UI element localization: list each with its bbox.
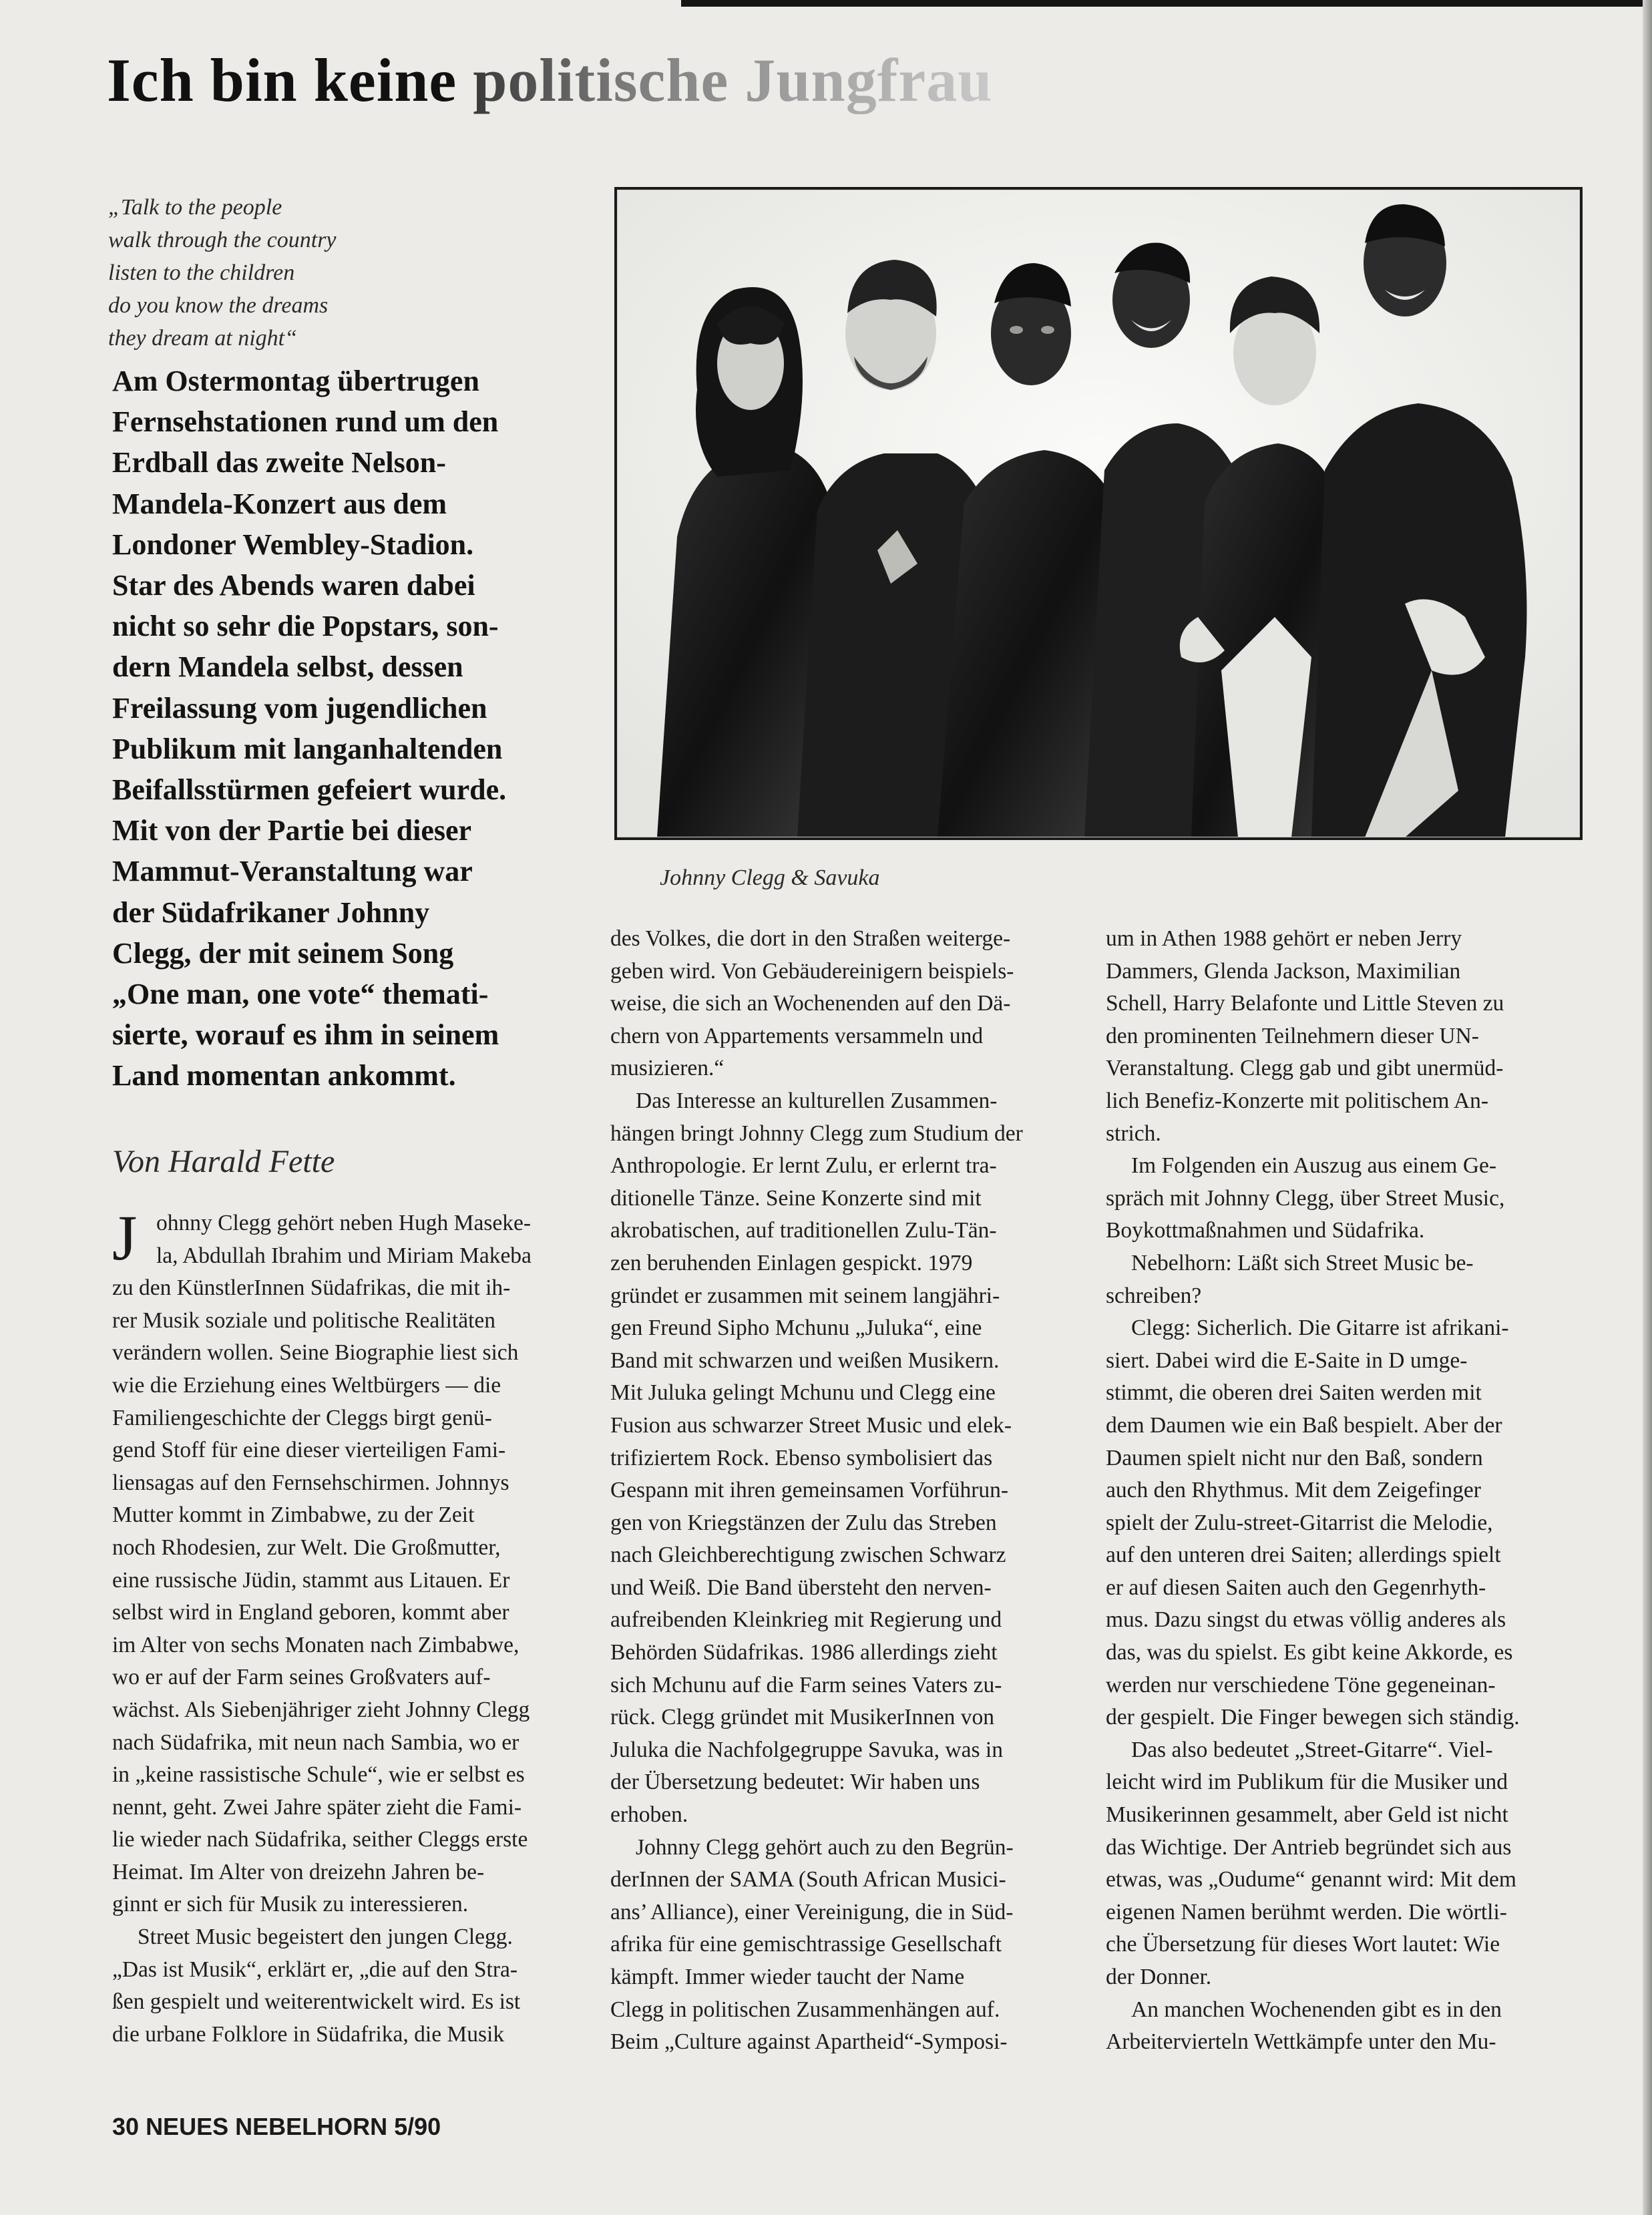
text-line: weise, die sich an Wochenenden auf den Dä- xyxy=(610,991,1011,1016)
lead-line: Londoner Wembley-Stadion. xyxy=(112,528,474,561)
text-line: das Wichtige. Der Antrieb begründet sich aus xyxy=(1106,1834,1512,1860)
text-line: zu den KünstlerInnen Südafrikas, die mit ih- xyxy=(112,1275,511,1301)
text-line: chern von Appartements versammeln und xyxy=(610,1023,984,1048)
text-line: rer Musik soziale und politische Realitäten xyxy=(112,1307,495,1333)
article-column-3 xyxy=(1106,923,1580,2059)
text-line: ßen gespielt und weiterentwickelt wird. Es ist xyxy=(112,1989,521,2015)
text-line: mus. Dazu singst du etwas völlig anderes als xyxy=(1106,1607,1506,1633)
poem-line: walk through the country xyxy=(108,228,337,252)
article-column-1 xyxy=(112,1202,586,2051)
text-line: wächst. Als Siebenjähriger zieht Johnny Clegg xyxy=(112,1697,530,1722)
text-line: Boykottmaßnahmen und Südafrika. xyxy=(1106,1218,1425,1243)
text-line: Band mit schwarzen und weißen Musikern. xyxy=(610,1348,1000,1373)
text-line: und Weiß. Die Band übersteht den nerven- xyxy=(610,1575,992,1600)
text-line: aufreibenden Kleinkrieg mit Regierung und xyxy=(610,1607,1002,1633)
text-line: geben wird. Von Gebäudereinigern beispiels- xyxy=(610,958,1014,984)
text-line: gend Stoff für eine dieser vierteiligen Fami- xyxy=(112,1438,506,1463)
text-line: afrika für eine gemischtrassige Gesellschaft xyxy=(610,1932,1002,1957)
lead-line: Star des Abends waren dabei xyxy=(112,569,475,602)
magazine-name: NEUES NEBELHORN xyxy=(146,2113,388,2140)
text-line: strich. xyxy=(1106,1121,1161,1146)
text-line: stimmt, die oberen drei Saiten werden mit xyxy=(1106,1380,1482,1406)
lead-line: der Südafrikaner Johnny xyxy=(112,895,430,929)
text-line: auf den unteren drei Saiten; allerdings spielt xyxy=(1106,1543,1501,1568)
text-line: Gespann mit ihren gemeinsamen Vorführun- xyxy=(610,1478,1009,1503)
lead-line: Freilassung vom jugendlichen xyxy=(112,691,487,725)
text-line: Beim „Culture against Apartheid“-Symposi- xyxy=(610,2029,1008,2055)
issue-number: 5/90 xyxy=(394,2113,441,2140)
lead-line: Mammut-Veranstaltung war xyxy=(112,855,473,888)
band-photo-image xyxy=(617,190,1580,837)
text-line: trifiziertem Rock. Ebenso symbolisiert das xyxy=(610,1445,993,1470)
text-line: Clegg: Sicherlich. Die Gitarre ist afrikani- xyxy=(1131,1316,1509,1341)
poem-line: „Talk to the people xyxy=(108,195,282,220)
text-line: kämpft. Immer wieder taucht der Name xyxy=(610,1965,965,1989)
text-line: lie wieder nach Südafrika, seither Cleggs erste xyxy=(112,1827,528,1852)
text-line: er auf diesen Saiten auch den Gegenrhyth- xyxy=(1106,1575,1486,1600)
text-line: derInnen der SAMA (South African Musici- xyxy=(610,1867,1006,1892)
text-line: nach Gleichberechtigung zwischen Schwarz xyxy=(610,1543,1006,1568)
text-line: lich Benefiz-Konzerte mit politischem An- xyxy=(1106,1088,1489,1113)
text-line: dem Daumen wie ein Baß bespielt. Aber der xyxy=(1106,1412,1502,1438)
text-line: Fusion aus schwarzer Street Music und elek- xyxy=(610,1412,1012,1438)
dropcap-block xyxy=(112,1202,586,1273)
text-line: nach Südafrika, mit neun nach Sambia, wo er xyxy=(112,1730,520,1755)
text-line: Johnny Clegg gehört auch zu den Begrün- xyxy=(636,1834,1014,1860)
text-line: spielt der Zulu-street-Gitarrist die Melodie, xyxy=(1106,1510,1493,1535)
lead-line: Erdball das zweite Nelson- xyxy=(112,446,446,479)
text-line: ohnny Clegg gehört neben Hugh Maseke- xyxy=(156,1211,531,1235)
text-line: die urbane Folklore in Südafrika, die Musik xyxy=(112,2021,505,2047)
text-line: etwas, was „Oudume“ genannt wird: Mit dem xyxy=(1106,1867,1516,1892)
text-line: Anthropologie. Er lernt Zulu, er erlernt tra- xyxy=(610,1153,997,1179)
text-line: spräch mit Johnny Clegg, über Street Music, xyxy=(1106,1185,1505,1211)
text-line: den prominenten Teilnehmern dieser UN- xyxy=(1106,1023,1479,1048)
text-line: Musikerinnen gesammelt, aber Geld ist nicht xyxy=(1106,1802,1508,1828)
lead-line: Beifallsstürmen gefeiert wurde. xyxy=(112,773,507,807)
text-line: Dammers, Glenda Jackson, Maximilian xyxy=(1106,958,1461,984)
text-line: in „keine rassistische Schule“, wie er selbst es xyxy=(112,1762,525,1788)
text-line: Arbeitervierteln Wettkämpfe unter den Mu- xyxy=(1106,2029,1496,2055)
text-line: erhoben. xyxy=(610,1802,688,1828)
text-line: Das Interesse an kulturellen Zusammen- xyxy=(636,1088,998,1113)
text-line: Behörden Südafrikas. 1986 allerdings zieht xyxy=(610,1640,998,1665)
text-line: verändern wollen. Seine Biographie liest sich xyxy=(112,1340,519,1366)
lead-line: Publikum mit langanhaltenden xyxy=(112,732,503,765)
lead-line: sierte, worauf es ihm in seinem xyxy=(112,1018,499,1052)
lead-line: „One man, one vote“ themati- xyxy=(112,978,489,1011)
text-line: Clegg in politischen Zusammenhängen auf. xyxy=(610,1997,1000,2022)
text-line: gründet er zusammen mit seinem langjähri- xyxy=(610,1283,1000,1308)
text-line: Veranstaltung. Clegg gab und gibt unermüd- xyxy=(1106,1056,1504,1081)
text-line: rück. Clegg gründet mit MusikerInnen von xyxy=(610,1705,994,1730)
headline-faded-part: politische Jungfrau xyxy=(473,46,993,114)
text-line: Street Music begeistert den jungen Clegg. xyxy=(138,1925,513,1950)
text-line: zen beruhenden Einlagen gespickt. 1979 xyxy=(610,1250,973,1275)
text-line: ditionelle Tänze. Seine Konzerte sind mit xyxy=(610,1185,982,1211)
poem-line: listen to the children xyxy=(108,260,295,285)
text-line: ginnt er sich für Musik zu interessieren. xyxy=(112,1892,469,1917)
text-line: gen von Kriegstänzen der Zulu das Streben xyxy=(610,1510,997,1535)
top-edge-bar xyxy=(681,0,1652,7)
text-line: werden nur verschiedene Töne gegeneinan- xyxy=(1106,1672,1496,1697)
poem-line: they dream at night“ xyxy=(108,326,297,351)
page-footer xyxy=(112,2113,441,2141)
text-line: der Donner. xyxy=(1106,1965,1212,1989)
text-line: Schell, Harry Belafonte und Little Steven zu xyxy=(1106,991,1504,1016)
text-line: Daumen spielt nicht nur den Baß, sondern xyxy=(1106,1445,1483,1470)
text-line: um in Athen 1988 gehört er neben Jerry xyxy=(1106,926,1462,951)
lead-line: Am Ostermontag übertrugen xyxy=(112,365,479,397)
text-line: nennt, geht. Zwei Jahre später zieht die Fami- xyxy=(112,1794,522,1820)
text-line: akrobatischen, auf traditionellen Zulu-Tän- xyxy=(610,1218,997,1243)
lead-line: Mit von der Partie bei dieser xyxy=(112,814,472,847)
text-line: im Alter von sechs Monaten nach Zimbabwe, xyxy=(112,1632,520,1657)
text-line: des Volkes, die dort in den Straßen weiterge- xyxy=(610,926,1011,951)
lead-line: dern Mandela selbst, dessen xyxy=(112,650,463,684)
lead-line: Land momentan ankommt. xyxy=(112,1059,456,1092)
text-line: Nebelhorn: Läßt sich Street Music be- xyxy=(1131,1250,1474,1275)
text-line: Mit Juluka gelingt Mchunu und Clegg eine xyxy=(610,1380,996,1406)
text-line: schreiben? xyxy=(1106,1283,1202,1308)
text-line: Im Folgenden ein Auszug aus einem Ge- xyxy=(1131,1153,1497,1179)
lead-line: nicht so sehr die Popstars, son- xyxy=(112,610,499,643)
page-edge-shadow xyxy=(1643,0,1652,2215)
text-line: selbst wird in England geboren, kommt aber xyxy=(112,1600,509,1625)
lead-line: Mandela-Konzert aus dem xyxy=(112,487,447,520)
text-line: Heimat. Im Alter von dreizehn Jahren be- xyxy=(112,1859,485,1884)
text-line: Juluka die Nachfolgegruppe Savuka, was in xyxy=(610,1737,1003,1762)
text-line: eine russische Jüdin, stammt aus Litauen. Er xyxy=(112,1567,510,1593)
lead-paragraph xyxy=(112,361,580,1096)
text-line: leicht wird im Publikum für die Musiker und xyxy=(1106,1770,1508,1795)
text-line: der gespielt. Die Finger bewegen sich ständig. xyxy=(1106,1705,1520,1730)
text-line: liensagas auf den Fernsehschirmen. Johnnys xyxy=(112,1470,509,1495)
text-line: wo er auf der Farm seines Großvaters auf- xyxy=(112,1665,491,1690)
text-line: ans’ Alliance), einer Vereinigung, die in Süd- xyxy=(610,1899,1014,1925)
lead-line: Clegg, der mit seinem Song xyxy=(112,936,454,970)
page-number: 30 xyxy=(112,2113,140,2140)
text-line: la, Abdullah Ibrahim und Miriam Makeba xyxy=(156,1243,532,1268)
text-line: che Übersetzung für dieses Wort lautet: Wie xyxy=(1106,1932,1500,1957)
text-line: An manchen Wochenenden gibt es in den xyxy=(1131,1997,1502,2022)
text-line: auch den Rhythmus. Mit dem Zeigefinger xyxy=(1106,1478,1481,1503)
dropcap-letter: J xyxy=(112,1202,138,1273)
text-line: musizieren.“ xyxy=(610,1056,725,1081)
author-byline: Von Harald Fette xyxy=(112,1144,335,1179)
text-line: gen Freund Sipho Mchunu „Juluka“, eine xyxy=(610,1316,982,1341)
text-line: noch Rhodesien, zur Welt. Die Großmutter, xyxy=(112,1535,501,1560)
text-line: Familiengeschichte der Cleggs birgt genü- xyxy=(112,1405,492,1430)
text-line: Das also bedeutet „Street-Gitarre“. Viel- xyxy=(1131,1737,1493,1762)
text-line: siert. Dabei wird die E-Saite in D umge- xyxy=(1106,1348,1468,1373)
headline xyxy=(107,47,992,114)
poem-quote xyxy=(108,191,455,355)
article-column-2 xyxy=(610,923,1078,2059)
lead-line: Fernsehstationen rund um den xyxy=(112,405,499,439)
text-line: Mutter kommt in Zimbabwe, zu der Zeit xyxy=(112,1502,475,1528)
poem-line: do you know the dreams xyxy=(108,293,329,318)
text-line: eigenen Namen berühmt werden. Die wörtli- xyxy=(1106,1899,1507,1925)
text-line: das, was du spielst. Es gibt keine Akkorde, es xyxy=(1106,1640,1513,1665)
headline-dark-part: Ich bin keine xyxy=(107,46,457,114)
text-line: hängen bringt Johnny Clegg zum Studium der xyxy=(610,1121,1023,1146)
photo-caption: Johnny Clegg & Savuka xyxy=(660,865,880,890)
text-line: sich Mchunu auf die Farm seines Vaters zu- xyxy=(610,1672,1002,1697)
text-line: wie die Erziehung eines Weltbürgers — die xyxy=(112,1372,501,1398)
band-photo xyxy=(614,187,1583,840)
text-line: „Das ist Musik“, erklärt er, „die auf den Stra- xyxy=(112,1957,518,1982)
text-line: der Übersetzung bedeutet: Wir haben uns xyxy=(610,1770,980,1795)
